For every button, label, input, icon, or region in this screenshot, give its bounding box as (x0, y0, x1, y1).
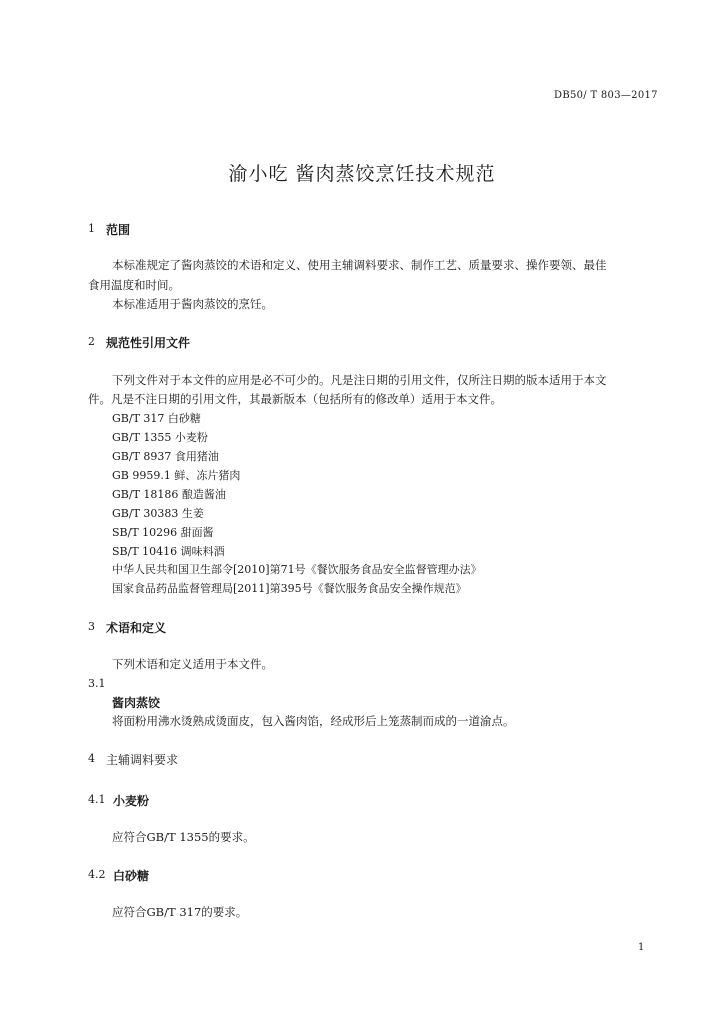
section-1-title: 范围 (106, 223, 131, 237)
section-2-paragraph-line-1: 下列文件对于本文件的应用是必不可少的。凡是注日期的引用文件，仅所注日期的版本适用于本文 (112, 373, 607, 387)
reference-item: GB/T 1355 小麦粉 (112, 431, 208, 444)
reference-item: 国家食品药品监督管理局[2011]第395号《餐饮服务食品安全操作规范》 (112, 582, 467, 595)
reference-item: GB/T 18186 酿造酱油 (112, 488, 226, 501)
section-3-intro: 下列术语和定义适用于本文件。 (112, 657, 273, 671)
subsection-4-1-text: 应符合GB/T 1355的要求。 (112, 830, 255, 844)
section-2-paragraph-line-2: 件。凡是不注日期的引用文件，其最新版本（包括所有的修改单）适用于本文件。 (88, 392, 502, 406)
reference-item: GB/T 317 白砂糖 (112, 412, 201, 425)
term-name: 酱肉蒸饺 (112, 696, 161, 710)
section-1-paragraph-2: 本标准适用于酱肉蒸饺的烹饪。 (112, 297, 273, 311)
term-definition: 将面粉用沸水烫熟成烫面皮，包入酱肉馅，经成形后上笼蒸制而成的一道渝点。 (112, 714, 515, 728)
reference-item: GB/T 30383 生姜 (112, 507, 204, 520)
reference-item: GB 9959.1 鲜、冻片猪肉 (112, 469, 241, 482)
reference-item: SB/T 10296 甜面酱 (112, 526, 214, 539)
section-2-number: 2 (88, 335, 95, 348)
subsection-4-2-text: 应符合GB/T 317的要求。 (112, 905, 248, 919)
reference-item: GB/T 8937 食用猪油 (112, 450, 219, 463)
section-1-paragraph-1-line-2: 食用温度和时间。 (88, 278, 180, 292)
standard-code: DB50/ T 803—2017 (554, 90, 658, 101)
page-number: 1 (638, 942, 645, 953)
subsection-4-1-number: 4.1 (88, 793, 106, 806)
reference-item: 中华人民共和国卫生部令[2010]第71号《餐饮服务食品安全监督管理办法》 (112, 563, 482, 576)
section-2-title: 规范性引用文件 (106, 336, 191, 350)
section-4-title: 主辅调料要求 (106, 753, 179, 767)
document-title: 渝小吃 酱肉蒸饺烹饪技术规范 (228, 163, 496, 185)
subsection-4-2-title: 白砂糖 (113, 869, 150, 883)
subsection-4-1-title: 小麦粉 (113, 794, 150, 808)
section-1-paragraph-1-line-1: 本标准规定了酱肉蒸饺的术语和定义、使用主辅调料要求、制作工艺、质量要求、操作要领、最佳 (112, 258, 607, 272)
section-3-title: 术语和定义 (106, 621, 167, 635)
section-1-number: 1 (88, 222, 95, 235)
section-4-number: 4 (88, 752, 95, 765)
subsection-4-2-number: 4.2 (88, 868, 106, 881)
section-3-number: 3 (88, 620, 95, 633)
reference-item: SB/T 10416 调味料酒 (112, 545, 225, 558)
term-number: 3.1 (88, 677, 106, 690)
